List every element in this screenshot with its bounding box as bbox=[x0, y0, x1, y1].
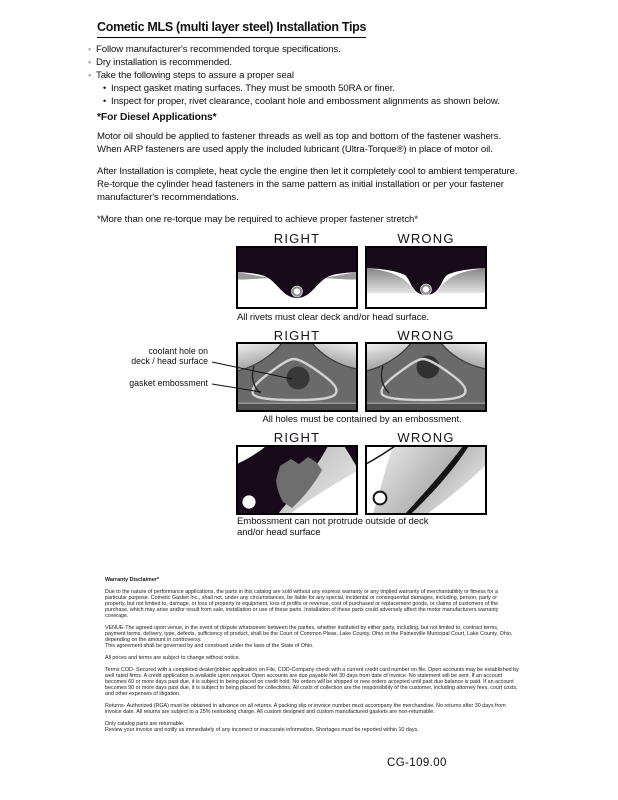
tip-text: Inspect gasket mating surfaces. They must be smooth 50RA or finer. bbox=[111, 83, 395, 94]
embossment-wrong-illustration bbox=[365, 445, 487, 515]
page-number: CG-109.00 bbox=[387, 757, 447, 769]
section-heading: *For Diesel Applications* bbox=[97, 112, 217, 123]
open-bullet-icon bbox=[88, 43, 96, 56]
list-item bbox=[88, 69, 528, 82]
rivet-clearance-wrong-illustration bbox=[365, 246, 487, 309]
rivet-clearance-right-illustration bbox=[236, 246, 358, 309]
tip-text: Follow manufacturer's recommended torque specifications. bbox=[96, 44, 341, 55]
embossment-right-illustration bbox=[236, 445, 358, 515]
title-block bbox=[97, 18, 366, 38]
paragraph: After Installation is complete, heat cycle the engine then let it completely cool to ambient temperature. Re-torque the cylinder head fasteners in the same pattern as initial installation or per your fastener manufacturer's recommendations. bbox=[97, 166, 518, 203]
legal-paragraph: Only catalog parts are returnable. bbox=[105, 721, 185, 727]
right-label: RIGHT bbox=[273, 328, 321, 343]
legal-paragraph: Terms COD- Secured with a completed dealer/jobber application on File, COD-Company check with a current credit card number on file. Open accounts may be established by well rated firms. A credit application is available upon request. Open accounts are due payable Net 30 days from date of invoice. No statement will be sent. If an account becomes 60 or more days past due, it is subject to being placed on credit hold. No orders will be shipped or new orders accepted until past due balance is paid. If an account becomes 90 or more days past due, it is subject to being placed for collections. All costs of collection are the responsibility of the customer, including attorney fees, court costs, and other expenses of litigation. bbox=[105, 667, 519, 697]
list-item bbox=[88, 43, 528, 56]
right-label: RIGHT bbox=[273, 430, 321, 445]
list-item bbox=[88, 56, 528, 69]
coolant-hole-right-illustration bbox=[236, 342, 358, 412]
open-bullet-icon bbox=[88, 69, 96, 82]
legal-heading: Warranty Disclaimer* bbox=[105, 577, 160, 583]
wrong-label: WRONG bbox=[397, 231, 455, 246]
gasket-embossment-label: gasket embossment bbox=[129, 378, 208, 388]
diagram-section bbox=[0, 228, 618, 550]
filled-bullet-icon bbox=[103, 95, 111, 108]
holes-caption: All holes must be contained by an embossment. bbox=[262, 414, 462, 425]
page-title: Cometic MLS (multi layer steel) Installation Tips bbox=[97, 20, 366, 38]
legal-paragraph: This agreement shall be governed by and construed under the laws of the State of Ohio. bbox=[105, 643, 314, 649]
embossment-caption: Embossment can not protrude outside of deck and/or head surface bbox=[237, 516, 429, 538]
retorque-note: *More than one re-torque may be required to achieve proper fastener stretch* bbox=[97, 214, 418, 225]
wrong-label: WRONG bbox=[397, 430, 455, 445]
tip-text: Inspect for proper, rivet clearance, coolant hole and embossment alignments as shown below. bbox=[111, 96, 500, 107]
wrong-label: WRONG bbox=[397, 328, 455, 343]
open-bullet-icon bbox=[88, 56, 96, 69]
legal-paragraph: Returns- Authorized (RGA) must be obtained in advance on all returns. A packing slip or invoice number must accompany the merchandise. No returns after 30 days from invoice date. All returns are subject to a 25% restocking charge. All custom designed and custom manufactured gaskets are non-returnable. bbox=[105, 703, 506, 715]
legal-paragraph: VENUE-The agreed upon venue, in the event of dispute whatsoever between the parties, whether instituted by either party, including, but not limited to, contract terms, payment terms, delivery, type, defects, sufficiency of product, shall be the Court of Common Pleas, Lake County, Ohio or the Painesville Municipal Court, Lake County, Ohio, depending on the amount in controversy. bbox=[105, 625, 513, 643]
legal-paragraph: Review your invoice and notify us immediately of any incorrect or inaccurate information. Shortages must be reported within 10 days. bbox=[105, 727, 419, 733]
tip-text: Take the following steps to assure a proper seal bbox=[96, 70, 294, 81]
filled-bullet-icon bbox=[103, 82, 111, 95]
paragraph: Motor oil should be applied to fastener threads as well as top and bottom of the fastener washers. When ARP fasteners are used apply the included lubricant (Ultra-Torque®) in place of motor oil. bbox=[97, 131, 502, 155]
right-label: RIGHT bbox=[273, 231, 321, 246]
legal-paragraph: All prices and terms are subject to change without notice. bbox=[105, 655, 241, 661]
installation-tips-list bbox=[88, 43, 528, 108]
legal-paragraph: Due to the nature of performance applications, the parts in this catalog are sold without any express warranty or any implied warranty of merchantability or fitness for a particular purpose. Cometic Gasket Inc., shall not, under any circumstances, be liable for any special, incidental or consequential damages, including, person, party or property, but not limited to, damage, or loss of property or equipment, loss of profits or revenue, cost of purchased or replacement goods, or claims of customers of the purchase, which may arise and/or result from sale, installation or use of these parts. Installation of these parts could adversely affect the motor manufacturers warranty coverage. bbox=[105, 589, 499, 619]
list-item bbox=[103, 95, 528, 108]
list-item bbox=[103, 82, 528, 95]
warranty-disclaimer-section bbox=[105, 577, 519, 733]
tip-text: Dry installation is recommended. bbox=[96, 57, 232, 68]
coolant-hole-label: coolant hole on deck / head surface bbox=[131, 346, 208, 366]
coolant-hole-wrong-illustration bbox=[365, 342, 487, 412]
diesel-applications-section bbox=[97, 112, 523, 235]
rivet-caption: All rivets must clear deck and/or head surface. bbox=[237, 312, 430, 323]
